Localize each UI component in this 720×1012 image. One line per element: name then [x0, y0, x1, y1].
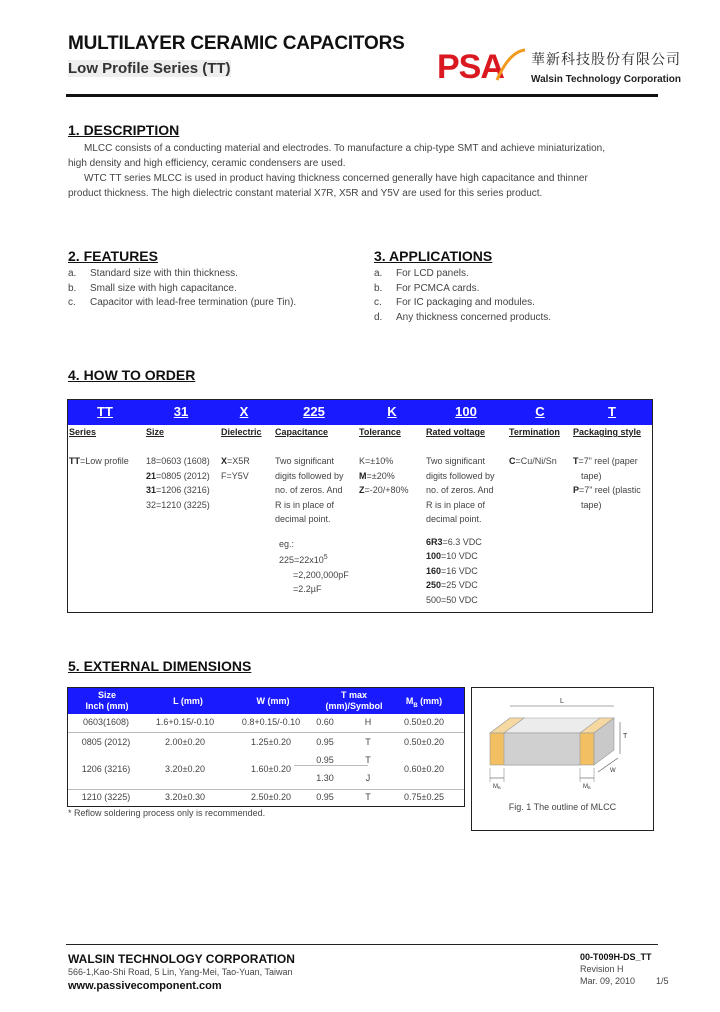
code-desc: Two significant: [275, 456, 335, 466]
figure-label-mb: M: [583, 784, 588, 790]
code-desc: K=±10%: [359, 456, 394, 466]
order-code: T: [608, 404, 616, 419]
order-label: Capacitance: [275, 427, 329, 437]
packaging-column: [573, 454, 641, 512]
table-cell: 0603(1608): [82, 717, 130, 727]
description-line: high density and high efficiency, ceramic condensers are used.: [68, 158, 346, 169]
capacitance-column: [275, 454, 349, 597]
document-number: 00-T009H-DS_TT: [580, 952, 652, 962]
list-letter: a.: [68, 268, 77, 279]
code-desc: =Low profile: [80, 456, 129, 466]
table-cell: 0805 (2012): [81, 737, 131, 747]
company-logo: [437, 46, 529, 91]
code-desc: =7” reel (paper: [578, 456, 638, 466]
list-text: Capacitor with lead-free termination (pure Tin).: [90, 297, 297, 309]
figure-label-mb: M: [493, 784, 498, 790]
document-revision: Revision H: [580, 964, 624, 974]
list-letter: b.: [68, 282, 77, 294]
code-desc: decimal point.: [275, 514, 331, 524]
code-value: 250: [426, 580, 442, 590]
column-header: T max: [340, 690, 367, 700]
document-date: Mar. 09, 2010: [580, 976, 636, 986]
table-cell: 0.8+0.15/-0.10: [241, 717, 301, 727]
description-heading: 1. DESCRIPTION: [68, 122, 180, 138]
table-cell: 1206 (3216): [81, 764, 131, 774]
size-column: [146, 454, 210, 512]
code-desc: =10 VDC: [441, 551, 478, 561]
order-code: C: [535, 404, 545, 419]
list-text: For IC packaging and modules.: [396, 297, 535, 309]
order-label: Tolerance: [359, 427, 401, 437]
figure-label-t: T: [623, 733, 628, 740]
code-value: P: [573, 485, 580, 495]
figure-label-mb-sub: B: [498, 785, 501, 790]
list-item: [374, 296, 551, 311]
code-value: Z: [359, 485, 365, 495]
list-letter: c.: [68, 297, 76, 309]
list-item: [68, 296, 296, 311]
figure-label-w: W: [610, 768, 616, 774]
code-value: 160: [426, 565, 442, 576]
dimensions-table-header: [68, 688, 464, 714]
code-desc: R is in place of: [275, 499, 335, 510]
table-cell: 0.95: [316, 792, 334, 802]
column-header: Inch (mm): [85, 701, 129, 711]
code-desc: 500=50 VDC: [426, 594, 478, 605]
order-code: 100: [455, 404, 477, 419]
code-desc: tape): [581, 499, 602, 510]
code-desc: =±20%: [366, 470, 395, 481]
features-heading: 2. FEATURES: [68, 248, 158, 264]
page-title: MULTILAYER CERAMIC CAPACITORS: [68, 33, 405, 54]
table-cell: 1.30: [316, 773, 334, 783]
code-value: 100: [426, 551, 442, 561]
code-value: 6R3: [426, 536, 443, 547]
figure-label-l: L: [560, 698, 564, 705]
code-desc: =0805 (2012): [156, 470, 210, 481]
code-value: TT: [69, 456, 80, 466]
series-column: [69, 454, 129, 469]
applications-heading: 3. APPLICATIONS: [374, 248, 493, 264]
termination-column: [509, 454, 557, 469]
list-letter: b.: [374, 282, 383, 294]
table-cell: 0.50±0.20: [404, 737, 444, 747]
column-header-subscript: B: [413, 702, 418, 709]
company-english-name: Walsin Technology Corporation: [531, 74, 681, 85]
figure-label-mb-sub: B: [588, 785, 591, 790]
code-value: X: [221, 456, 228, 466]
example-line: =2,200,000pF: [293, 569, 349, 580]
order-code: 31: [173, 404, 189, 419]
svg-text:MB: [583, 784, 591, 790]
list-item: [68, 282, 296, 297]
code-desc: =7” reel (plastic: [579, 485, 641, 495]
list-item: [68, 267, 296, 282]
code-value: C: [509, 456, 516, 466]
list-text: For PCMCA cards.: [396, 282, 480, 294]
code-desc: =25 VDC: [441, 580, 478, 590]
order-heading: 4. HOW TO ORDER: [68, 367, 196, 383]
list-letter: d.: [374, 312, 383, 324]
example-line: =2.2µF: [293, 584, 322, 594]
table-cell: 1.6+0.15/-0.10: [155, 717, 215, 727]
code-desc: digits followed by: [426, 470, 495, 481]
column-header: (mm)/Symbol: [325, 701, 383, 711]
header-divider: [66, 94, 658, 97]
table-cell: 0.60: [316, 717, 334, 727]
dimensions-table: [67, 687, 465, 807]
code-desc: no. of zeros. And: [426, 485, 494, 495]
column-header: L (mm): [173, 696, 203, 706]
list-item: [374, 282, 551, 297]
order-label: Packaging style: [573, 427, 642, 437]
code-desc: F=Y5V: [221, 470, 249, 481]
footer-website[interactable]: www.passivecomponent.com: [68, 980, 222, 992]
code-desc: =16 VDC: [441, 565, 478, 576]
footer-divider: [66, 944, 658, 945]
table-cell: J: [365, 773, 371, 783]
psa-logo-icon: [437, 46, 529, 86]
svg-text:MB: [493, 784, 501, 790]
code-desc: =1206 (3216): [156, 485, 210, 495]
order-code-table: [67, 399, 653, 613]
order-label: Size: [146, 427, 165, 437]
order-code: K: [387, 404, 397, 419]
table-cell: 2.00±0.20: [165, 737, 205, 747]
mlcc-chip-icon: [472, 688, 653, 798]
code-desc: tape): [581, 470, 602, 481]
footer-address: 566-1,Kao-Shi Road, 5 Lin, Yang-Mei, Tao-Yuan, Taiwan: [68, 967, 293, 977]
table-cell: 0.95: [316, 737, 334, 747]
example-label: eg.:: [279, 538, 295, 549]
column-header: (mm): [417, 696, 443, 706]
list-item: [374, 267, 551, 282]
order-label: Series: [69, 427, 97, 437]
code-desc: =6.3 VDC: [442, 536, 482, 547]
description-line: WTC TT series MLCC is used in product having thickness concerned generally have high capacitance and thinner: [84, 173, 588, 184]
company-chinese-name: 華新科技股份有限公司: [531, 51, 681, 67]
code-desc: no. of zeros. And: [275, 485, 343, 495]
list-text: Any thickness concerned products.: [396, 312, 552, 324]
code-desc: decimal point.: [426, 514, 482, 524]
example-line: 225=22x10: [279, 555, 324, 565]
description-body: [68, 141, 658, 201]
list-text: For LCD panels.: [396, 268, 469, 279]
table-cell: 3.20±0.30: [165, 792, 205, 802]
features-list: [68, 267, 296, 311]
dielectric-column: [221, 454, 250, 483]
code-value: T: [573, 456, 579, 466]
column-header: W (mm): [256, 696, 290, 706]
code-value: 31: [146, 485, 157, 495]
code-desc: =Cu/Ni/Sn: [515, 456, 557, 466]
order-label: Dielectric: [221, 427, 262, 437]
dimensions-heading: 5. EXTERNAL DIMENSIONS: [68, 658, 252, 674]
rated-voltage-column: [426, 454, 495, 607]
table-cell: 1210 (3225): [81, 792, 131, 802]
code-desc: 18=0603 (1608): [146, 456, 210, 466]
table-cell: 0.50±0.20: [404, 717, 444, 727]
order-label: Rated voltage: [426, 427, 486, 437]
list-letter: c.: [374, 297, 382, 309]
code-desc: Two significant: [426, 456, 486, 466]
code-value: 21: [146, 470, 157, 481]
column-header: Size: [97, 690, 116, 700]
order-code: X: [239, 404, 249, 419]
svg-text:PSA: PSA: [437, 48, 504, 86]
code-desc: =-20/+80%: [364, 485, 409, 495]
code-desc: 32=1210 (3225): [146, 499, 210, 510]
order-code: TT: [97, 404, 113, 419]
list-text: Standard size with thin thickness.: [90, 268, 238, 279]
code-value: M: [359, 470, 367, 481]
column-header: M: [405, 696, 414, 706]
table-cell: T: [365, 792, 371, 802]
list-letter: a.: [374, 268, 383, 279]
tolerance-column: [359, 454, 409, 498]
example-exponent: 5: [323, 554, 328, 561]
table-cell: 0.60±0.20: [404, 764, 444, 774]
list-text: Small size with high capacitance.: [90, 282, 237, 294]
table-cell: 1.60±0.20: [251, 764, 291, 774]
list-item: [374, 311, 551, 326]
code-desc: R is in place of: [426, 499, 486, 510]
code-desc: =X5R: [227, 456, 250, 466]
description-line: product thickness. The high dielectric constant material X7R, X5R and Y5V are used for this series product.: [68, 188, 543, 199]
order-code: 225: [303, 404, 325, 419]
footer-company: WALSIN TECHNOLOGY CORPORATION: [68, 952, 295, 966]
reflow-note: * Reflow soldering process only is recommended.: [68, 808, 266, 818]
table-cell: 2.50±0.20: [251, 792, 291, 802]
series-subtitle-text: Low Profile Series (TT): [68, 60, 231, 77]
order-code-header: [68, 400, 652, 425]
table-cell: 0.95: [316, 755, 334, 765]
figure-caption: Fig. 1 The outline of MLCC: [508, 802, 617, 812]
applications-list: [374, 267, 551, 326]
page-number: 1/5: [656, 976, 669, 986]
mlcc-outline-figure: [471, 687, 654, 831]
table-cell: 1.25±0.20: [251, 737, 291, 747]
order-label: Termination: [509, 427, 560, 437]
series-subtitle: [68, 60, 231, 77]
table-cell: H: [364, 717, 372, 727]
table-cell: T: [365, 737, 371, 747]
table-cell: 3.20±0.20: [165, 764, 205, 774]
code-desc: digits followed by: [275, 470, 344, 481]
table-cell: T: [365, 755, 371, 765]
table-cell: 0.75±0.25: [404, 792, 444, 802]
description-line: MLCC consists of a conducting material and electrodes. To manufacture a chip-type SMT and achieve miniaturization,: [84, 143, 606, 154]
